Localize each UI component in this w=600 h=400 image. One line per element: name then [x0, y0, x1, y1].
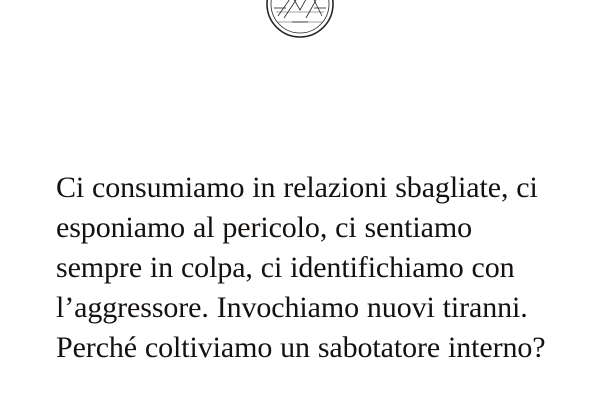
cover-blurb: [56, 168, 552, 368]
publisher-emblem: [262, 0, 338, 42]
cover-blurb-text: Ci consumiamo in relazioni sbagliate, ci esponiamo al pericolo, ci sentiamo sempre in colpa, ci identifichiamo con l’aggressore. Invochiamo nuovi tiranni. Perché coltiviamo un sabotatore interno?: [56, 171, 546, 364]
publisher-emblem-icon: [262, 0, 338, 42]
